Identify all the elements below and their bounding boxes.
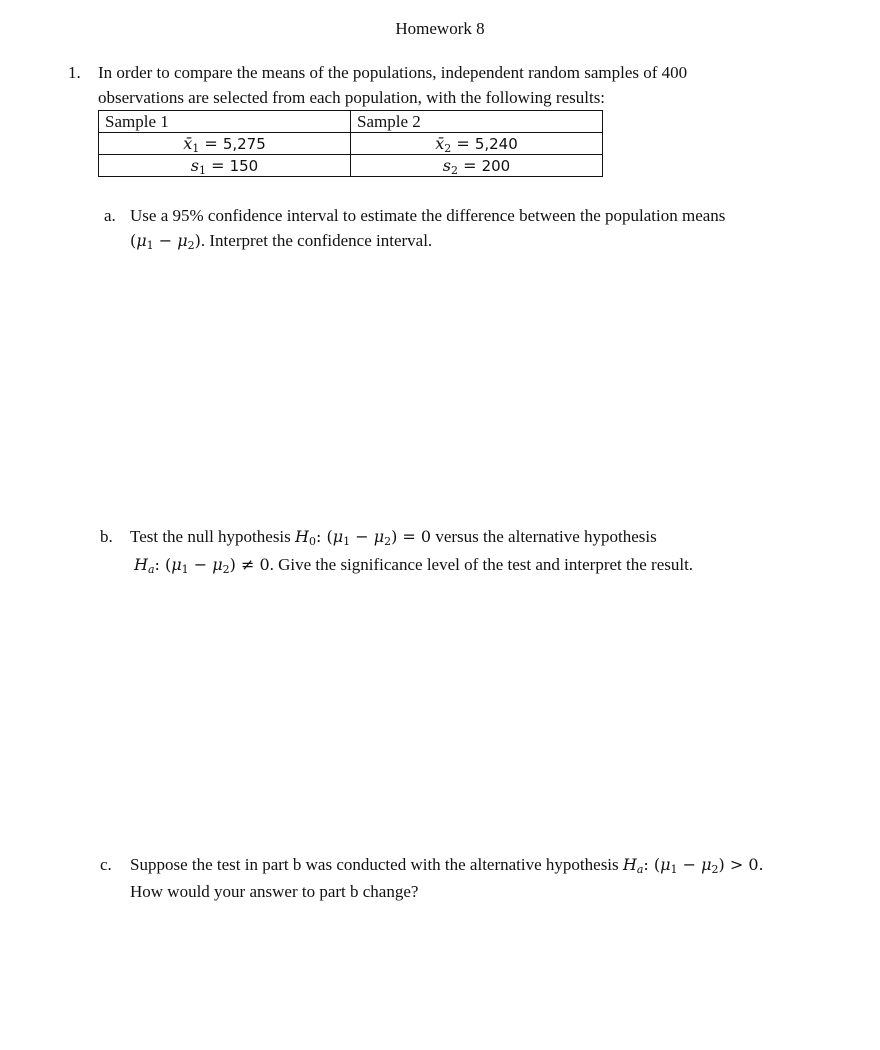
- alt-hypothesis-expression: $H_a$: $(\mu_1 - \mu_2) \ne 0$: [134, 555, 270, 576]
- part-b-line-1: [130, 525, 657, 549]
- part-a-line-2: [130, 229, 432, 253]
- part-b-line-2: [134, 553, 693, 577]
- cell-mean-2: $x̄_2 = 5,240$: [351, 133, 603, 155]
- part-b-line-1-tail: versus the alternative hypothesis: [435, 527, 657, 546]
- mu-difference-expression: $(\mu_1 - \mu_2)$: [130, 231, 201, 252]
- question-intro-line-2: observations are selected from each population, with the following results:: [98, 88, 606, 107]
- part-a-line-2-tail: . Interpret the confidence interval.: [200, 231, 433, 250]
- part-b-line-1-head: Test the null hypothesis: [130, 527, 291, 546]
- sd-2-value: 200: [481, 156, 511, 175]
- table-row-sds: [99, 155, 603, 177]
- part-a-label: a.: [104, 206, 116, 225]
- table-header-row: [99, 111, 603, 133]
- part-c-line-1-head: Suppose the test in part b was conducted with the alternative hypothesis: [130, 855, 619, 874]
- question-intro-line-1: In order to compare the means of the populations, independent random samples of 400: [98, 63, 688, 82]
- mean-1-value: 5,275: [222, 134, 266, 153]
- table-row-means: [99, 133, 603, 155]
- part-c-line-1: [130, 853, 764, 877]
- header-sample-2: Sample 2: [351, 111, 603, 133]
- null-hypothesis-expression: $H_0$: $(\mu_1 - \mu_2) = 0$: [295, 527, 432, 548]
- mean-2-value: 5,240: [474, 134, 518, 153]
- header-sample-1: Sample 1: [99, 111, 351, 133]
- cell-sd-2: $s_2 = 200$: [351, 155, 603, 177]
- part-b-line-2-tail: . Give the significance level of the test and interpret the result.: [269, 555, 694, 574]
- part-c-label: c.: [100, 855, 112, 874]
- samples-table: [98, 110, 603, 177]
- cell-mean-1: $x̄_1 = 5,275$: [99, 133, 351, 155]
- question-number: 1.: [68, 63, 81, 82]
- part-a-line-1: Use a 95% confidence interval to estimate the difference between the population means: [130, 206, 726, 225]
- cell-sd-1: $s_1 = 150$: [99, 155, 351, 177]
- alt-hypothesis-greater-expression: $H_a$: $(\mu_1 - \mu_2) > 0$.: [622, 855, 764, 876]
- sd-1-value: 150: [229, 156, 259, 175]
- part-b-label: b.: [100, 527, 113, 546]
- part-c-line-2: How would your answer to part b change?: [130, 882, 419, 901]
- page-title: Homework 8: [395, 19, 485, 38]
